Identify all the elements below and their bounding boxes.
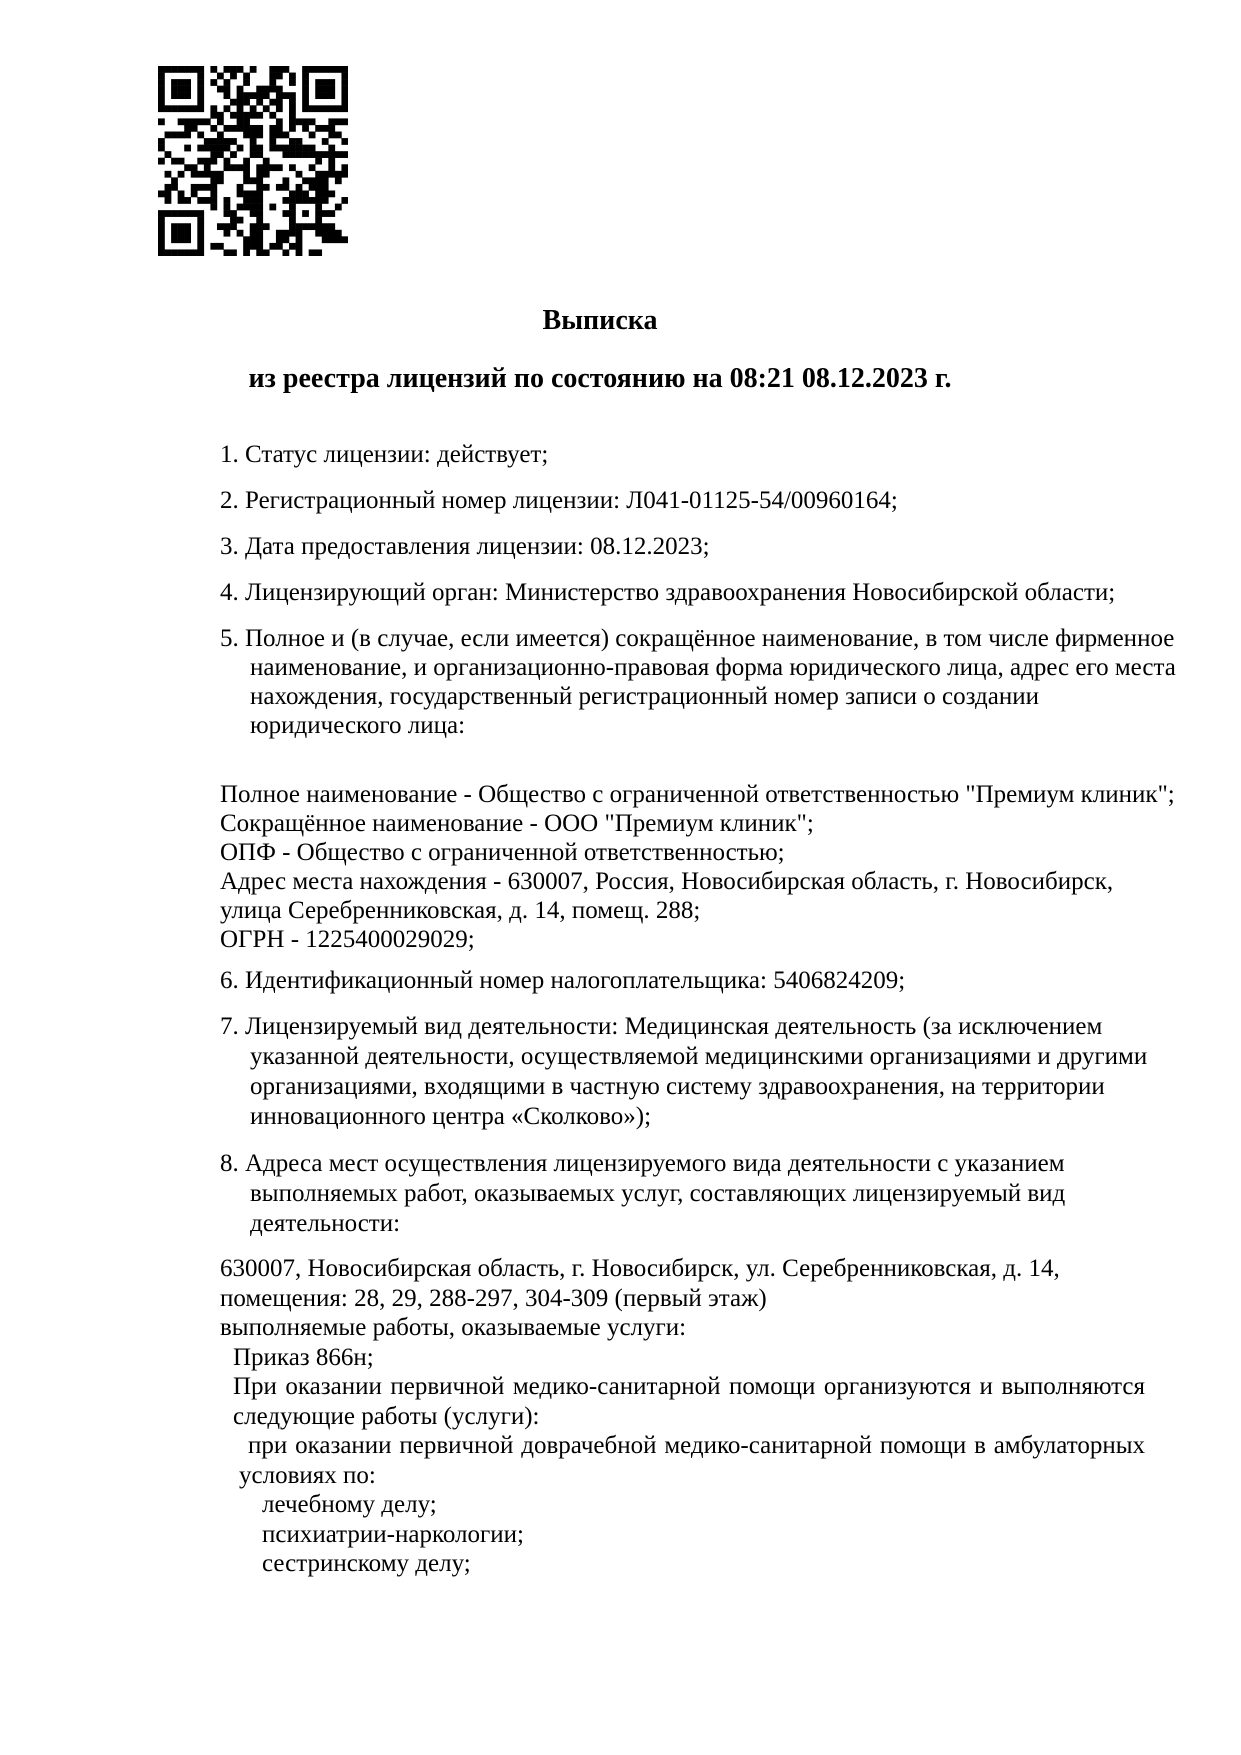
qr-code-icon xyxy=(158,66,348,256)
document-line: инновационного центра «Сколково»); xyxy=(250,1103,652,1130)
section-activity-address xyxy=(220,1254,1145,1343)
section-licensed-activity xyxy=(220,1012,1148,1132)
section-inn xyxy=(220,966,1145,995)
document-line: 8. Адреса мест осуществления лицензируемого вида деятельности с указанием xyxy=(220,1150,1065,1177)
short-name-line: Сокращённое наименование - ООО "Премиум клиник"; xyxy=(220,810,814,837)
section-licensing-authority xyxy=(220,578,1145,607)
page-title: Выписка xyxy=(542,305,658,336)
premises-line: помещения: 28, 29, 288-297, 304-309 (первый этаж) xyxy=(220,1284,767,1312)
services-heading-line: выполняемые работы, оказываемые услуги: xyxy=(220,1314,687,1341)
license-status-line: 1. Статус лицензии: действует; xyxy=(220,441,549,468)
licensing-authority-line: 4. Лицензирующий орган: Министерство здравоохранения Новосибирской области; xyxy=(220,579,1116,606)
document-line: 7. Лицензируемый вид деятельности: Медицинская деятельность (за исключением xyxy=(220,1013,1103,1040)
document-header xyxy=(0,306,1200,394)
service-item-line: сестринскому делу; xyxy=(262,1550,471,1577)
section-activity-addresses-heading xyxy=(220,1149,1145,1239)
document-line: указанной деятельности, осуществляемой медицинскими организациями и другими xyxy=(250,1043,1148,1070)
page-subtitle: из реестра лицензий по состоянию на 08:21 08.12.2023 г. xyxy=(248,363,952,394)
document-line: выполняемых работ, оказываемых услуг, составляющих лицензируемый вид xyxy=(250,1180,1066,1207)
document-line: При оказании первичной медико-санитарной помощи организуются и выполняются xyxy=(233,1373,1145,1400)
document-line: деятельности: xyxy=(250,1210,401,1237)
registration-number-line: 2. Регистрационный номер лицензии: Л041-01125-54/00960164; xyxy=(220,487,898,514)
section-license-status xyxy=(220,440,1145,469)
inn-line: 6. Идентификационный номер налогоплательщика: 5406824209; xyxy=(220,967,906,994)
document-line: 5. Полное и (в случае, если имеется) сокращённое наименование, в том числе фирменное xyxy=(220,625,1175,652)
section-full-name-heading xyxy=(220,624,1176,740)
document-line: условиях по: xyxy=(239,1461,376,1489)
service-item-line: лечебному делу; xyxy=(262,1491,437,1518)
document-line: наименование, и организационно-правовая форма юридического лица, адрес его места xyxy=(250,654,1176,681)
service-item-line: психиатрии-наркологии; xyxy=(262,1520,524,1548)
section-services-list xyxy=(220,1343,1145,1579)
address-line: улица Серебренниковская, д. 14, помещ. 288; xyxy=(220,897,701,924)
section-organization-details xyxy=(220,780,1175,954)
license-date-line: 3. Дата предоставления лицензии: 08.12.2023; xyxy=(220,533,710,560)
ogrn-line: ОГРН - 1225400029029; xyxy=(220,926,475,953)
document-body xyxy=(220,440,1176,1579)
order-866n-line: Приказ 866н; xyxy=(233,1343,374,1371)
activity-address-line: 630007, Новосибирская область, г. Новосибирск, ул. Серебренниковская, д. 14, xyxy=(220,1255,1060,1282)
section-registration-number xyxy=(220,486,1145,515)
section-license-date xyxy=(220,532,1145,561)
document-line: при оказании первичной доврачебной медико-санитарной помощи в амбулаторных xyxy=(248,1432,1145,1459)
document-line: юридического лица: xyxy=(250,712,466,739)
document-line: следующие работы (услуги): xyxy=(233,1402,540,1430)
address-line: Адрес места нахождения - 630007, Россия, Новосибирская область, г. Новосибирск, xyxy=(220,868,1114,895)
full-name-line: Полное наименование - Общество с ограниченной ответственностью "Премиум клиник"; xyxy=(220,781,1175,808)
document-line: организациями, входящими в частную систему здравоохранения, на территории xyxy=(250,1073,1105,1100)
opf-line: ОПФ - Общество с ограниченной ответственностью; xyxy=(220,839,785,866)
document-line: нахождения, государственный регистрационный номер записи о создании xyxy=(250,683,1039,710)
